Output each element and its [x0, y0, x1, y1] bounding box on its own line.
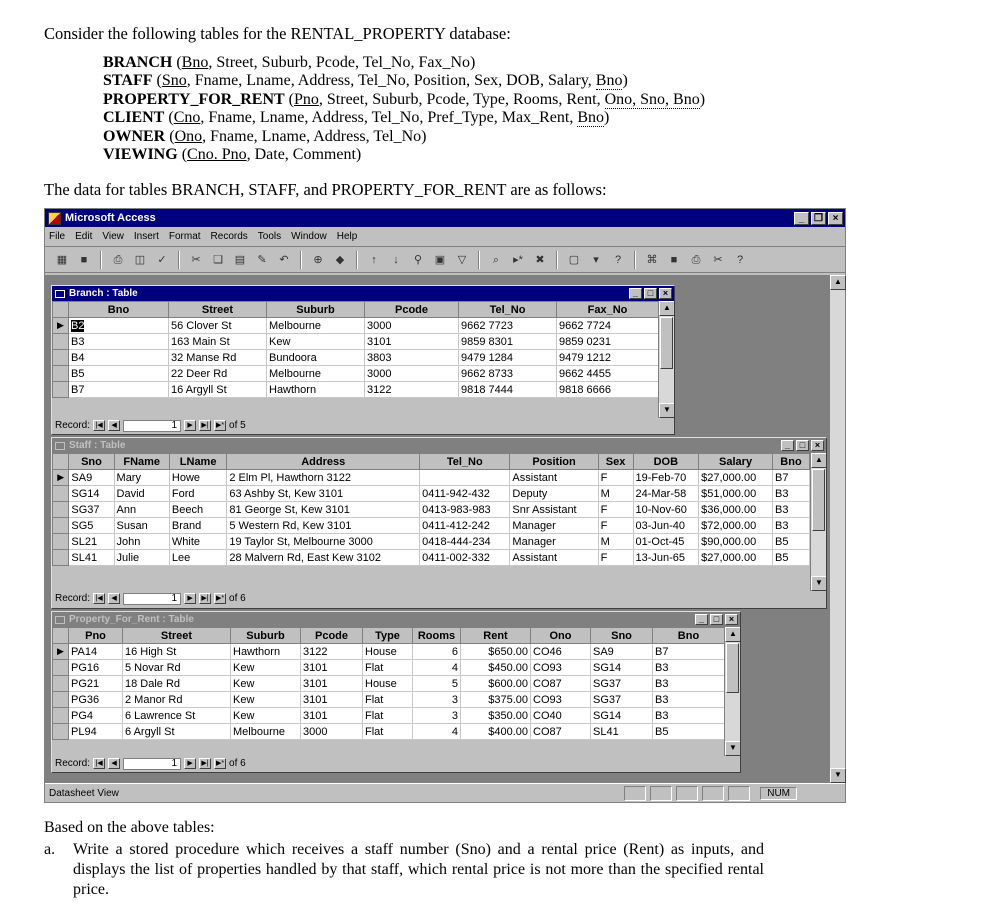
column-header[interactable]: Sex [598, 454, 633, 470]
column-header[interactable]: Sno [591, 628, 653, 644]
filter-by-form-icon[interactable]: ▣ [434, 253, 446, 266]
table-row[interactable]: SL21 John White 19 Taylor St, Melbourne 3000 0418-444-234 Manager M 01-Oct-45 $90,000.00 B5 [53, 534, 810, 550]
table-row[interactable]: SG37 Ann Beech 81 George St, Kew 3101 0413-983-983 Snr Assistant F 10-Nov-60 $36,000.00 B3 [53, 502, 810, 518]
record-count: of 6 [229, 593, 246, 604]
first-record-button[interactable]: |◀ [93, 758, 105, 769]
scroll-up-icon[interactable]: ▲ [830, 275, 846, 290]
paste-icon[interactable]: ▤ [234, 253, 246, 266]
branch-minimize-button[interactable]: _ [629, 288, 642, 299]
schema-list [103, 54, 705, 164]
access-window [44, 208, 846, 803]
branch-titlebar [52, 286, 674, 301]
table-row[interactable]: B7 16 Argyll St Hawthorn 3122 9818 7444 9818 6666 [53, 382, 659, 398]
apply-filter-icon[interactable]: ▽ [457, 253, 467, 266]
column-header[interactable]: Address [227, 454, 420, 470]
cut-icon[interactable]: ✂ [191, 253, 201, 266]
view-icon[interactable]: ▦ [56, 253, 68, 266]
column-header[interactable]: Bno [772, 454, 809, 470]
next-record-button[interactable]: ▶ [184, 593, 196, 604]
save-icon[interactable]: ■ [80, 253, 88, 266]
schema-staff: STAFF (Sno, Fname, Lname, Address, Tel_No, Position, Sex, DOB, Salary, Bno) [103, 72, 628, 90]
property-table [52, 627, 725, 740]
column-header[interactable]: Bno [69, 302, 169, 318]
table-row[interactable]: PG16 5 Novar Rd Kew 3101 Flat 4 $450.00 CO93 SG14 B3 [53, 660, 725, 676]
record-count: of 5 [229, 420, 246, 431]
column-header[interactable]: Tel_No [459, 302, 557, 318]
column-header[interactable]: Suburb [267, 302, 365, 318]
record-number-field[interactable]: 1 [123, 758, 181, 770]
filter-by-selection-icon[interactable]: ⚲ [413, 253, 423, 266]
menu-file[interactable]: File [49, 231, 66, 242]
minimize-button[interactable]: _ [794, 212, 809, 225]
column-header[interactable]: LName [169, 454, 226, 470]
scroll-down-icon[interactable]: ▼ [725, 741, 740, 756]
column-header[interactable]: Salary [699, 454, 773, 470]
property-maximize-button[interactable]: □ [710, 614, 723, 625]
app-titlebar [45, 209, 845, 227]
table-row[interactable]: ▶ SA9 Mary Howe 2 Elm Pl, Hawthorn 3122 Assistant F 19-Feb-70 $27,000.00 B7 [53, 470, 810, 486]
new-object-icon[interactable]: ▾ [593, 253, 599, 266]
record-count: of 6 [229, 758, 246, 769]
property-minimize-button[interactable]: _ [695, 614, 708, 625]
database-window-icon[interactable]: ▢ [568, 253, 580, 266]
staff-record-navigator: Record: |◀ ◀ 1 ▶ ▶| ▶* of 6 [55, 592, 246, 604]
delete-record-icon[interactable]: ✖ [535, 253, 545, 266]
data-description: The data for tables BRANCH, STAFF, and PROPERTY_FOR_RENT are as follows: [44, 180, 607, 199]
staff-maximize-button[interactable]: □ [796, 440, 809, 451]
current-record-icon[interactable]: ▶ [53, 644, 69, 660]
sort-descending-icon[interactable]: ↓ [393, 253, 399, 266]
property-close-button[interactable]: × [725, 614, 738, 625]
table-icon [55, 442, 65, 450]
branch-vertical-scrollbar[interactable] [658, 301, 674, 418]
question-label: a. [44, 841, 56, 858]
status-text: Datasheet View [49, 787, 119, 799]
branch-table [52, 301, 659, 398]
menu-view[interactable]: View [102, 231, 124, 242]
restore-button[interactable]: ❐ [811, 212, 826, 225]
table-row[interactable]: SL41 Julie Lee 28 Malvern Rd, East Kew 3102 0411-002-332 Assistant F 13-Jun-65 $27,000.00 B5 [53, 550, 810, 566]
undo-icon[interactable]: ↶ [279, 253, 289, 266]
property-window [51, 611, 741, 773]
question-text: Write a stored procedure which receives a staff number (Sno) and a rental price (Rent) as inputs, and displays the list of properties handled by that staff, which rental price is not more than the specified rental price. [73, 841, 764, 898]
code-icon[interactable]: ⌘ [646, 253, 658, 266]
num-lock-indicator: NUM [760, 787, 797, 800]
property-title: Property_For_Rent : Table [69, 614, 194, 625]
schema-owner: OWNER (Ono, Fname, Lname, Address, Tel_No) [103, 127, 427, 145]
column-header[interactable]: Tel_No [420, 454, 510, 470]
branch-title: Branch : Table [69, 288, 138, 299]
menu-help[interactable]: Help [336, 231, 358, 242]
access-key-icon [48, 212, 61, 225]
column-header[interactable]: Pno [69, 628, 123, 644]
format-painter-icon[interactable]: ✎ [257, 253, 267, 266]
scroll-up-icon[interactable]: ▲ [659, 301, 674, 316]
previous-record-button[interactable]: ◀ [108, 420, 120, 431]
column-header[interactable]: Fax_No [557, 302, 659, 318]
scroll-down-icon[interactable]: ▼ [830, 768, 846, 783]
column-header[interactable]: Street [169, 302, 267, 318]
table-row[interactable]: PG4 6 Lawrence St Kew 3101 Flat 3 $350.00 CO40 SG14 B3 [53, 708, 725, 724]
table-row[interactable]: SG14 David Ford 63 Ashby St, Kew 3101 0411-942-432 Deputy M 24-Mar-58 $51,000.00 B3 [53, 486, 810, 502]
question-item [44, 840, 764, 900]
question-block [44, 818, 764, 900]
column-header[interactable]: DOB [633, 454, 699, 470]
hyperlink-icon[interactable]: ⊕ [313, 253, 323, 266]
sort-ascending-icon[interactable]: ↑ [371, 253, 377, 266]
branch-close-button[interactable]: × [659, 288, 672, 299]
new-record-button[interactable]: ▶* [215, 595, 225, 602]
schema-client: CLIENT (Cno, Fname, Lname, Address, Tel_No, Pref_Type, Max_Rent, Bno) [103, 109, 610, 127]
scroll-up-icon[interactable]: ▲ [725, 627, 740, 642]
schema-branch: BRANCH (Bno, Street, Suburb, Pcode, Tel_No, Fax_No) [103, 54, 476, 71]
new-record-icon[interactable]: ▸* [513, 253, 523, 266]
previous-record-button[interactable]: ◀ [108, 593, 120, 604]
record-number-field[interactable]: 1 [123, 420, 181, 432]
status-bar [45, 783, 845, 802]
column-header[interactable]: Suburb [231, 628, 301, 644]
staff-minimize-button[interactable]: _ [781, 440, 794, 451]
property-record-navigator: Record: |◀ ◀ 1 ▶ ▶| ▶* of 6 [55, 757, 246, 769]
menu-records[interactable]: Records [210, 231, 248, 242]
spelling-icon[interactable]: ✓ [157, 253, 167, 266]
menu-tools[interactable]: Tools [257, 231, 282, 242]
new-record-button[interactable]: ▶* [215, 422, 225, 429]
column-header[interactable]: FName [114, 454, 169, 470]
column-header[interactable]: Pcode [301, 628, 363, 644]
question-intro: Based on the above tables: [44, 819, 215, 836]
new-record-button[interactable]: ▶* [215, 760, 225, 767]
close-button[interactable]: × [828, 212, 843, 225]
next-record-button[interactable]: ▶ [184, 758, 196, 769]
property-vertical-scrollbar[interactable] [724, 627, 740, 756]
staff-table [52, 453, 810, 566]
table-row[interactable]: SG5 Susan Brand 5 Western Rd, Kew 3101 0411-412-242 Manager F 03-Jun-40 $72,000.00 B3 [53, 518, 810, 534]
column-header[interactable]: Position [510, 454, 598, 470]
current-record-icon[interactable]: ▶ [53, 318, 69, 334]
intro-text: Consider the following tables for the RENTAL_PROPERTY database: [44, 24, 511, 43]
cut-icon-2[interactable]: ✂ [713, 253, 723, 266]
column-header[interactable]: Sno [69, 454, 114, 470]
last-record-button[interactable]: ▶| [199, 420, 211, 431]
menu-bar [45, 227, 845, 247]
column-header[interactable]: Rooms [413, 628, 461, 644]
menu-format[interactable]: Format [168, 231, 201, 242]
last-record-button[interactable]: ▶| [199, 593, 211, 604]
app-title: Microsoft Access [65, 212, 156, 224]
last-record-button[interactable]: ▶| [199, 758, 211, 769]
scroll-up-icon[interactable]: ▲ [811, 453, 826, 468]
table-row[interactable]: ▶ B2 56 Clover St Melbourne 3000 9662 7723 9662 7724 [53, 318, 659, 334]
save-icon-2[interactable]: ■ [670, 253, 678, 266]
table-row[interactable]: ▶ PA14 16 High St Hawthorn 3122 House 6 $650.00 CO46 SA9 B7 [53, 644, 725, 660]
web-toolbar-icon[interactable]: ◆ [335, 253, 345, 266]
branch-record-navigator: Record: |◀ ◀ 1 ▶ ▶| ▶* of 5 [55, 419, 246, 431]
print-icon-2[interactable]: ⎙ [691, 253, 701, 266]
table-row[interactable]: B5 22 Deer Rd Melbourne 3000 9662 8733 9662 4455 [53, 366, 659, 382]
first-record-button[interactable]: |◀ [93, 593, 105, 604]
find-icon[interactable]: ⌕ [492, 253, 500, 266]
print-icon[interactable]: ⎙ [113, 253, 123, 266]
table-icon [55, 616, 65, 624]
staff-close-button[interactable]: × [811, 440, 824, 451]
column-header[interactable]: Ono [531, 628, 591, 644]
table-row[interactable]: PL94 6 Argyll St Melbourne 3000 Flat 4 $400.00 CO87 SL41 B5 [53, 724, 725, 740]
print-preview-icon[interactable]: ◫ [134, 253, 146, 266]
staff-window [51, 437, 827, 609]
staff-vertical-scrollbar[interactable] [810, 453, 826, 591]
workspace-vertical-scrollbar[interactable] [829, 275, 845, 783]
column-header[interactable]: Street [123, 628, 231, 644]
next-record-button[interactable]: ▶ [184, 420, 196, 431]
staff-title: Staff : Table [69, 440, 126, 451]
current-record-icon[interactable]: ▶ [53, 470, 69, 486]
scroll-down-icon[interactable]: ▼ [811, 576, 826, 591]
column-header[interactable]: Type [363, 628, 413, 644]
branch-maximize-button[interactable]: □ [644, 288, 657, 299]
previous-record-button[interactable]: ◀ [108, 758, 120, 769]
scroll-down-icon[interactable]: ▼ [659, 403, 674, 418]
column-header[interactable]: Rent [461, 628, 531, 644]
menu-window[interactable]: Window [291, 231, 327, 242]
table-row[interactable]: B3 163 Main St Kew 3101 9859 8301 9859 0231 [53, 334, 659, 350]
first-record-button[interactable]: |◀ [93, 420, 105, 431]
table-row[interactable]: B4 32 Manse Rd Bundoora 3803 9479 1284 9479 1212 [53, 350, 659, 366]
mdi-workspace [45, 275, 829, 783]
schema-viewing: VIEWING (Cno. Pno, Date, Comment) [103, 146, 362, 164]
property-titlebar [52, 612, 740, 627]
menu-edit[interactable]: Edit [75, 231, 93, 242]
schema-property: PROPERTY_FOR_RENT (Pno, Street, Suburb, Pcode, Type, Rooms, Rent, Ono, Sno, Bno) [103, 90, 706, 108]
copy-icon[interactable]: ❏ [213, 253, 223, 266]
table-row[interactable]: PG21 18 Dale Rd Kew 3101 House 5 $600.00 CO87 SG37 B3 [53, 676, 725, 692]
menu-insert[interactable]: Insert [133, 231, 159, 242]
table-row[interactable]: PG36 2 Manor Rd Kew 3101 Flat 3 $375.00 CO93 SG37 B3 [53, 692, 725, 708]
branch-window [51, 285, 675, 435]
help-icon[interactable]: ? [614, 253, 622, 266]
record-number-field[interactable]: 1 [123, 593, 181, 605]
help-icon-2[interactable]: ? [736, 253, 744, 266]
column-header[interactable]: Pcode [365, 302, 459, 318]
staff-titlebar [52, 438, 826, 453]
toolbar [45, 247, 845, 273]
table-icon [55, 290, 65, 298]
column-header[interactable]: Bno [653, 628, 725, 644]
